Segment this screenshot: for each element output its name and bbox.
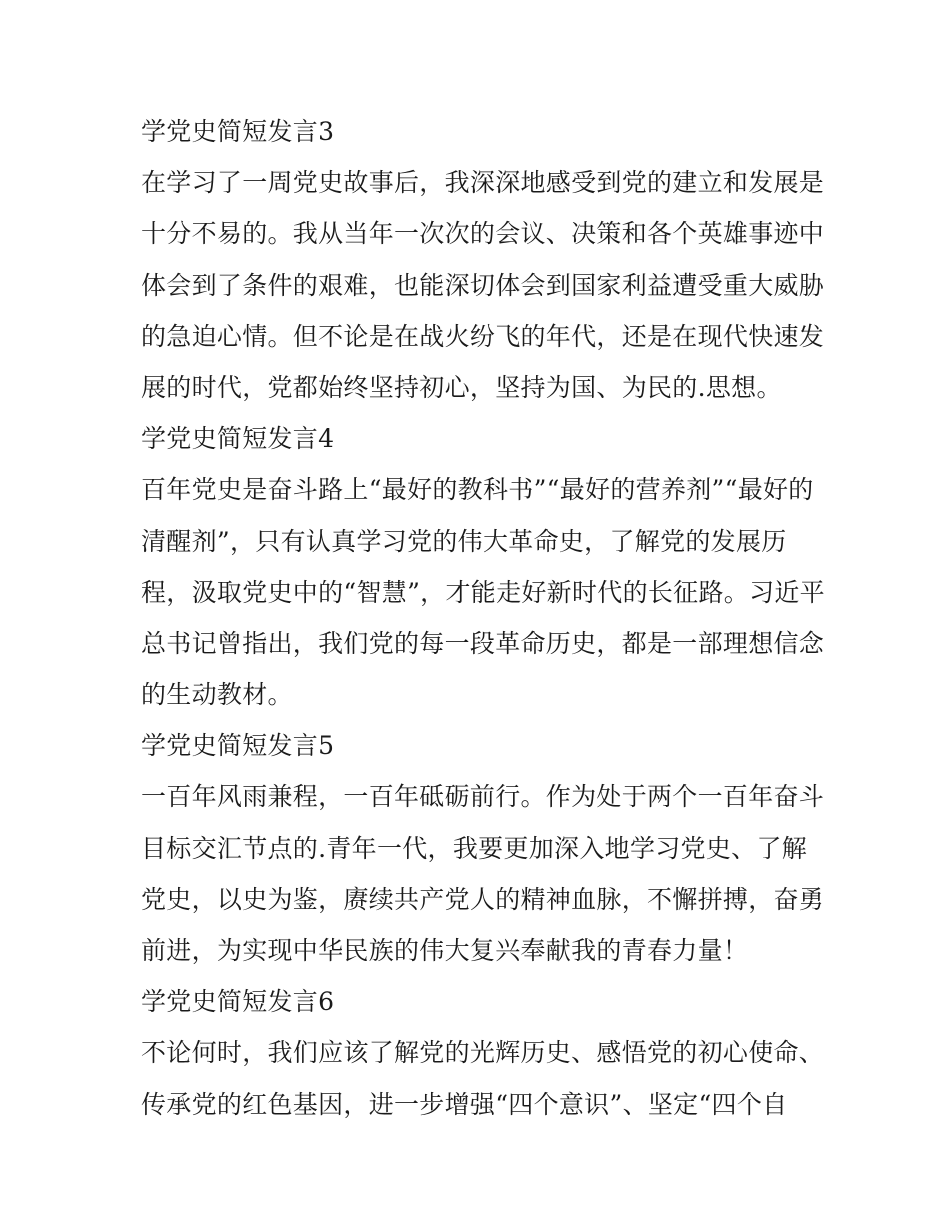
paragraph-line: 在学习了一周党史故事后，我深深地感受到党的建立和发展是 <box>141 168 825 198</box>
paragraph-line: 的生动教材。 <box>141 680 293 710</box>
section-heading-3: 学党史简短发言3 <box>141 117 335 146</box>
section-heading-5: 学党史简短发言5 <box>141 731 335 761</box>
paragraph-line: 体会到了条件的艰难，也能深切体会到国家利益遭受重大威胁 <box>141 270 825 300</box>
paragraph-line: 前进，为实现中华民族的伟大复兴奉献我的青春力量！ <box>141 936 749 965</box>
section-heading-4: 学党史简短发言4 <box>141 424 335 454</box>
paragraph-line: 十分不易的。我从当年一次次的会议、决策和各个英雄事迹中 <box>141 219 825 249</box>
paragraph-line: 党史，以史为鉴，赓续共产党人的精神血脉，不懈拼搏，奋勇 <box>141 884 825 914</box>
paragraph-line: 目标交汇节点的.青年一代，我要更加深入地学习党史、了解 <box>141 833 808 863</box>
paragraph-line: 百年党史是奋斗路上“最好的教科书”“最好的营养剂”“最好的 <box>141 475 814 505</box>
paragraph-line: 一百年风雨兼程，一百年砥砺前行。作为处于两个一百年奋斗 <box>141 782 825 812</box>
document-body <box>141 106 825 1130</box>
paragraph-line: 不论何时，我们应该了解党的光辉历史、感悟党的初心使命、 <box>141 1038 825 1068</box>
paragraph-line: 程，汲取党史中的“智慧”，才能走好新时代的长征路。习近平 <box>141 577 825 607</box>
paragraph-line: 的急迫心情。但不论是在战火纷飞的年代，还是在现代快速发 <box>141 321 825 351</box>
section-heading-6: 学党史简短发言6 <box>141 987 335 1017</box>
paragraph-line: 总书记曾指出，我们党的每一段革命历史，都是一部理想信念 <box>141 628 825 658</box>
paragraph-line: 展的时代，党都始终坚持初心，坚持为国、为民的.思想。 <box>141 372 782 402</box>
paragraph-line: 清醒剂”，只有认真学习党的伟大革命史，了解党的发展历 <box>141 526 787 556</box>
paragraph-line: 传承党的红色基因，进一步增强“四个意识”、坚定“四个自 <box>141 1089 788 1119</box>
